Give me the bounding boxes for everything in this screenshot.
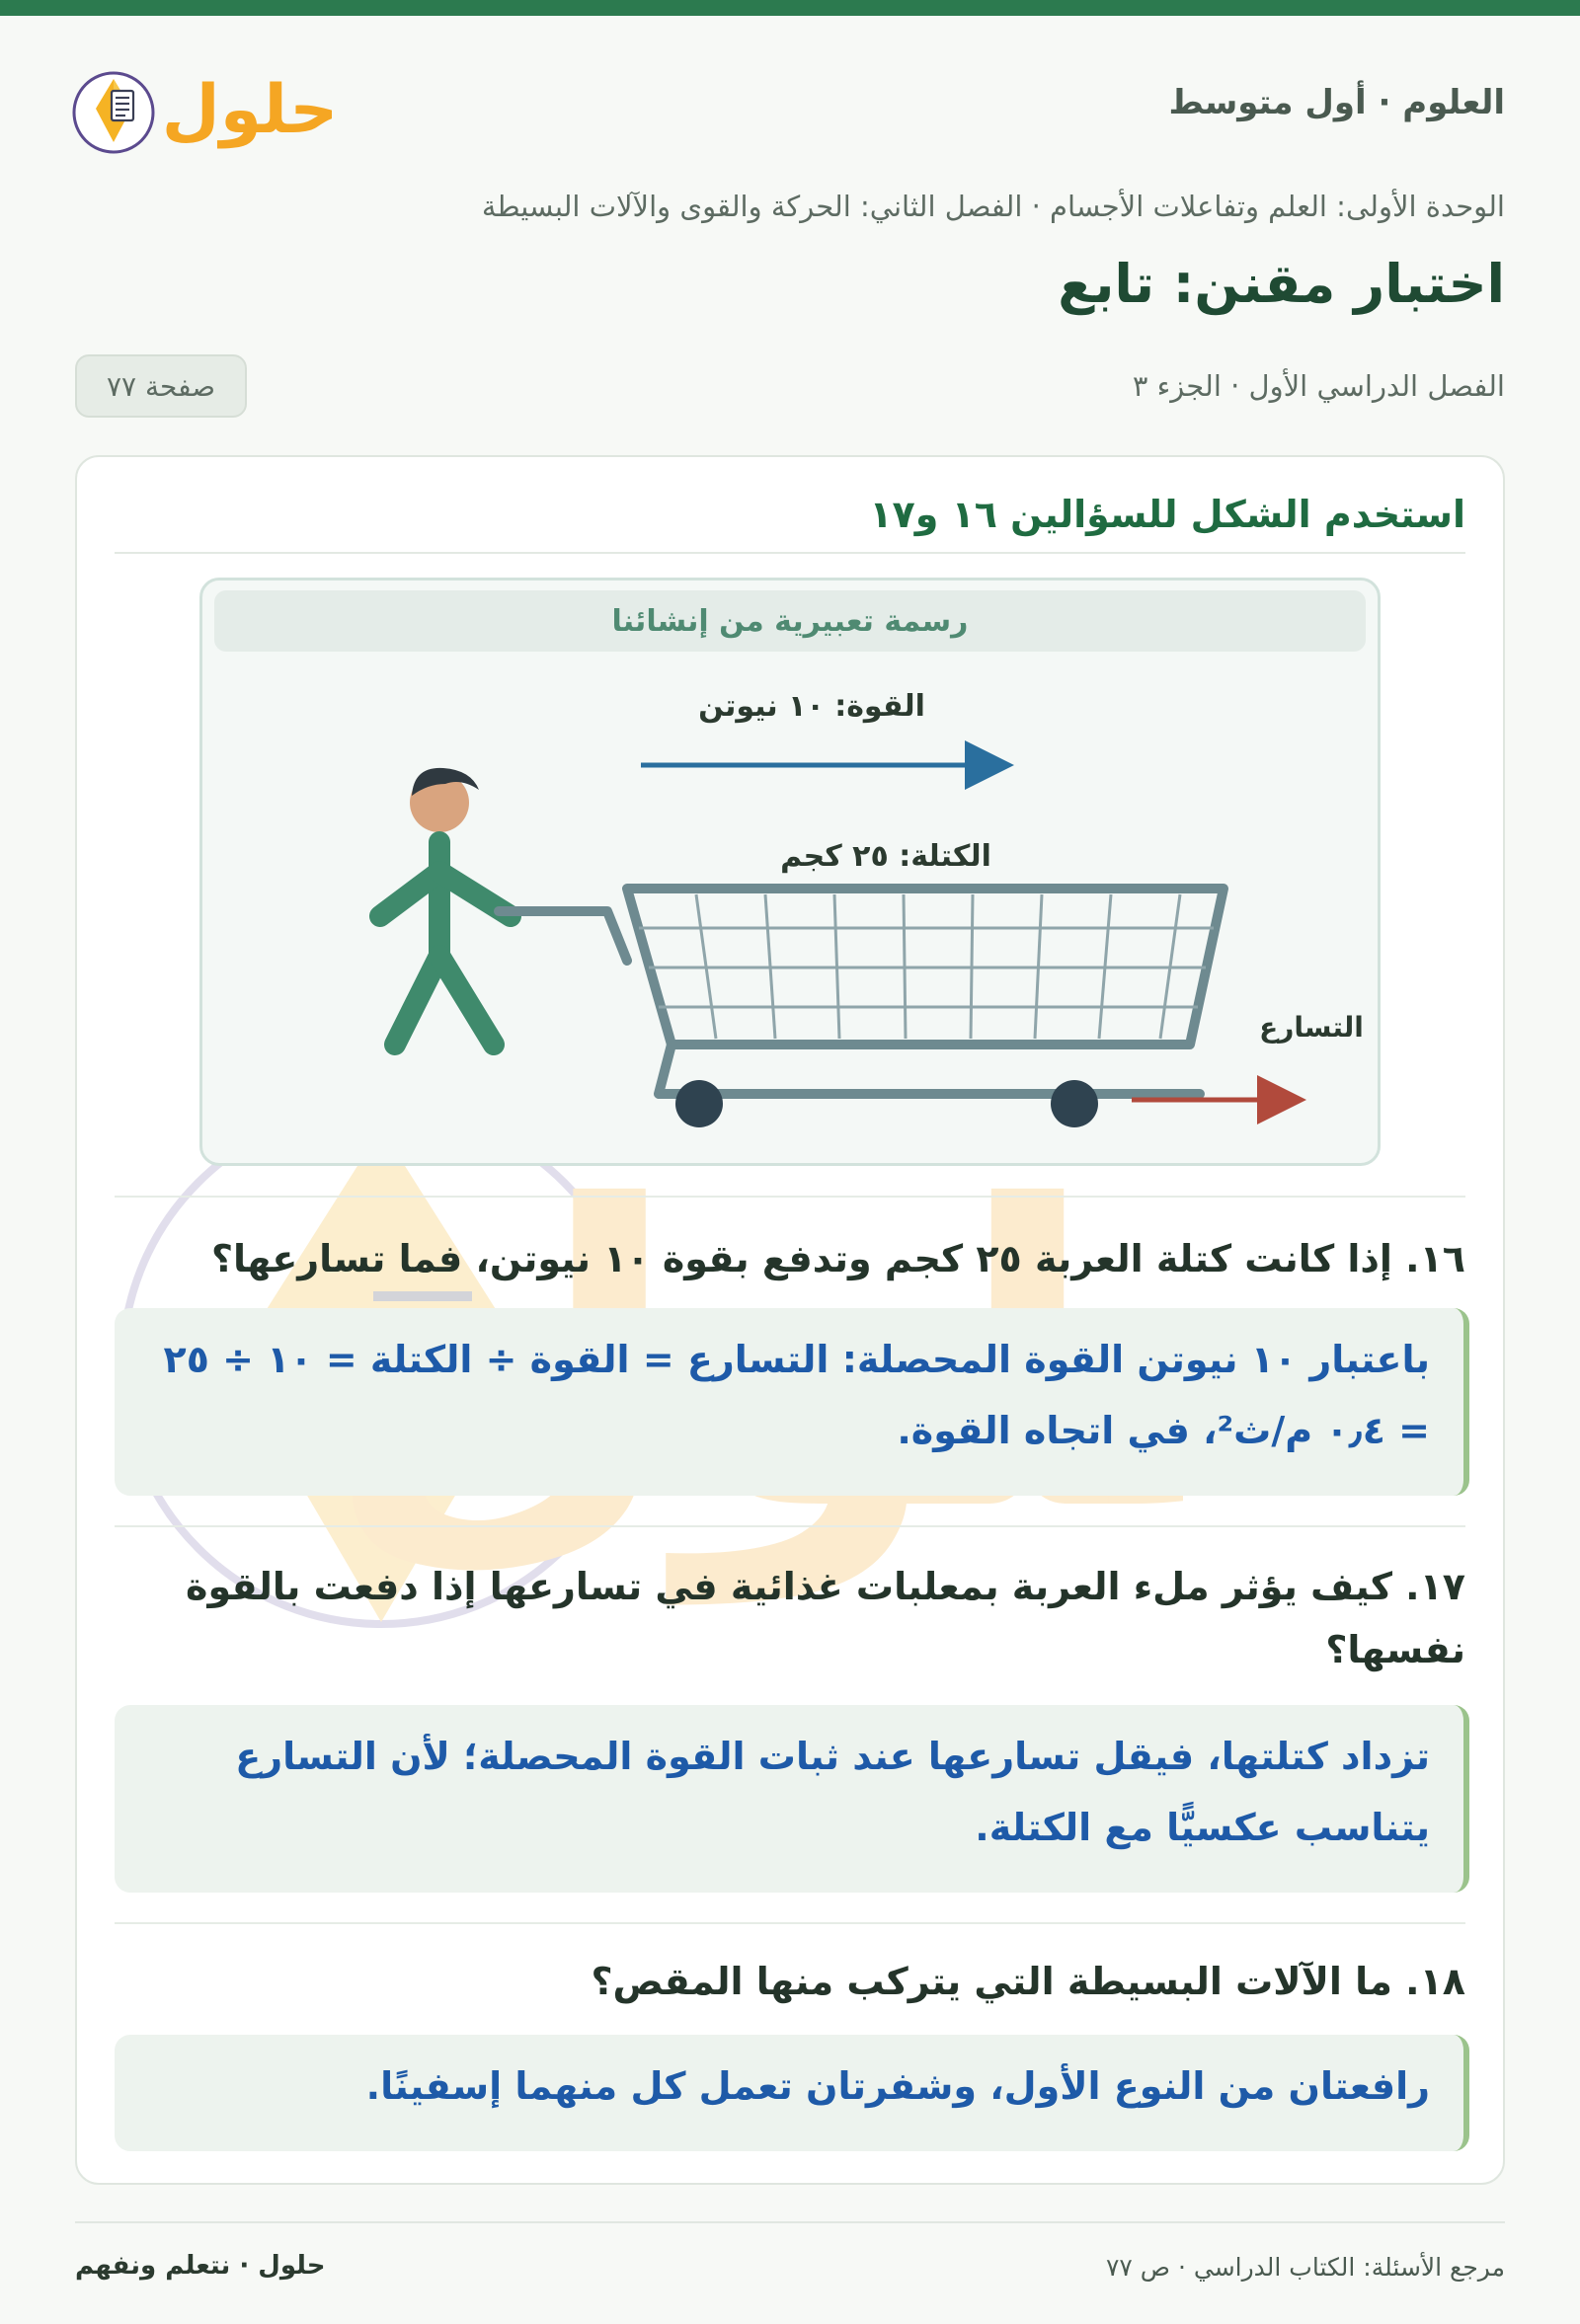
answer-17: تزداد كتلتها، فيقل تسارعها عند ثبات القوة المحصلة؛ لأن التسارع يتناسب عكسيًّا مع الكتلة. bbox=[115, 1705, 1469, 1893]
section-title: استخدم الشكل للسؤالين ١٦ و١٧ bbox=[869, 493, 1465, 536]
top-accent-bar bbox=[0, 0, 1580, 16]
section-title-divider bbox=[115, 552, 1465, 554]
logo-text: حلول bbox=[161, 71, 339, 149]
question-divider bbox=[115, 1922, 1465, 1924]
page-number-badge: صفحة ٧٧ bbox=[75, 354, 247, 418]
page-title: اختبار مقنن: تابع bbox=[1058, 253, 1505, 315]
cart-wheel-left-icon bbox=[675, 1080, 723, 1127]
figure-caption: رسمة تعبيرية من إنشائنا bbox=[214, 590, 1366, 652]
question-divider bbox=[115, 1196, 1465, 1198]
mass-label: الكتلة: ٢٥ كجم bbox=[780, 839, 991, 874]
shopping-cart-icon bbox=[499, 889, 1224, 1094]
site-logo[interactable] bbox=[72, 51, 339, 160]
answer-18: رافعتان من النوع الأول، وشفرتان تعمل كل منهما إسفينًا. bbox=[115, 2035, 1469, 2151]
force-label: القوة: ١٠ نيوتن bbox=[698, 689, 925, 724]
subject-label: العلوم · أول متوسط bbox=[1168, 83, 1505, 122]
term-info: الفصل الدراسي الأول · الجزء ٣ bbox=[1132, 369, 1505, 403]
question-16: ١٦. إذا كانت كتلة العربة ٢٥ كجم وتدفع بقوة ١٠ نيوتن، فما تسارعها؟ bbox=[210, 1237, 1465, 1280]
question-17: ١٧. كيف يؤثر ملء العربة بمعلبات غذائية في تسارعها إذا دفعت بالقوة نفسها؟ bbox=[186, 1565, 1465, 1671]
footer-brand[interactable]: حلول · نتعلم ونفهم bbox=[75, 2251, 326, 2281]
breadcrumb: الوحدة الأولى: العلم وتفاعلات الأجسام · الفصل الثاني: الحركة والقوى والآلات البسيطة bbox=[481, 190, 1505, 223]
footer-reference: مرجع الأسئلة: الكتاب الدراسي · ص ٧٧ bbox=[1105, 2253, 1505, 2282]
cart-diagram bbox=[202, 581, 1383, 1169]
footer-divider bbox=[75, 2221, 1505, 2223]
cart-figure bbox=[199, 578, 1381, 1166]
question-divider bbox=[115, 1525, 1465, 1527]
questions-card bbox=[75, 455, 1505, 2185]
logo-icon bbox=[72, 51, 339, 160]
person-icon bbox=[380, 768, 511, 1045]
acceleration-label: التسارع bbox=[1259, 1011, 1364, 1044]
answer-16: باعتبار ١٠ نيوتن القوة المحصلة: التسارع = القوة ÷ الكتلة = ١٠ ÷ ٢٥ = ٠٫٤ م/ث²، في اتجاه القوة. bbox=[115, 1308, 1469, 1496]
question-18: ١٨. ما الآلات البسيطة التي يتركب منها المقص؟ bbox=[591, 1960, 1465, 2003]
cart-wheel-right-icon bbox=[1051, 1080, 1098, 1127]
